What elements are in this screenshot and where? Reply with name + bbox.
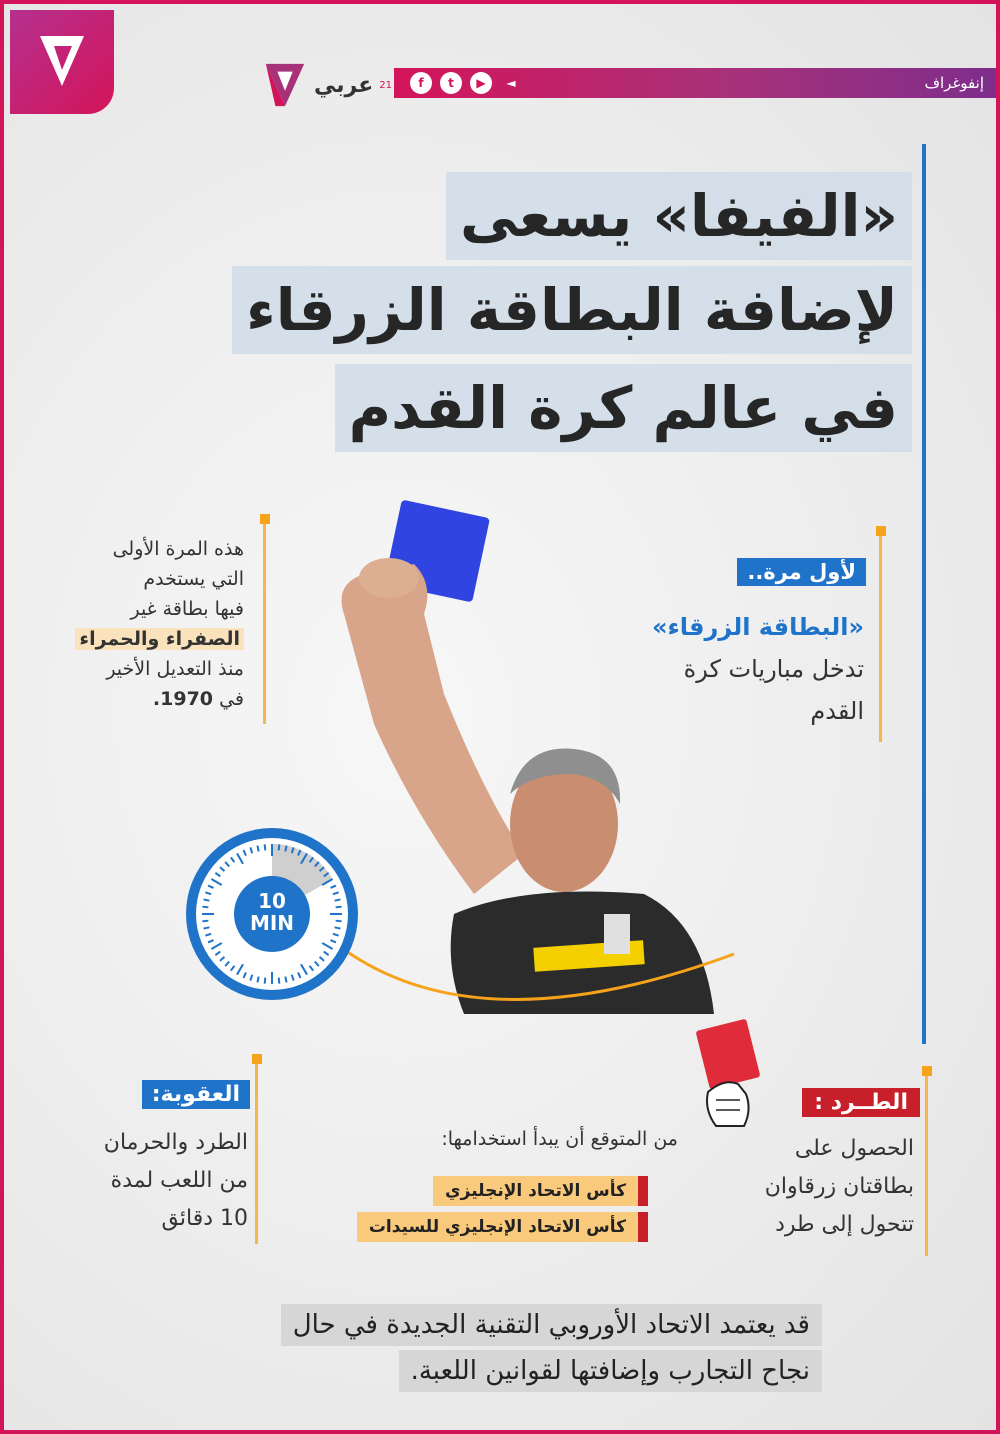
arabi21-logo-icon bbox=[32, 26, 92, 96]
timer-tick bbox=[336, 907, 342, 908]
timer-tick bbox=[204, 899, 210, 900]
social-icons bbox=[410, 72, 522, 94]
timer-tick bbox=[279, 978, 280, 984]
orange-marker bbox=[922, 1066, 932, 1076]
red-card-hand-icon bbox=[694, 1014, 774, 1144]
title-line-1: «الفيفا» يسعى bbox=[446, 172, 912, 260]
timer-tick bbox=[257, 846, 258, 852]
history-line-3: فيها بطاقة غير bbox=[130, 598, 244, 620]
timer-tick bbox=[204, 927, 210, 928]
top-bar bbox=[394, 68, 1000, 98]
sendoff-rule bbox=[925, 1076, 928, 1256]
orange-marker bbox=[876, 526, 886, 536]
timer-tick bbox=[335, 899, 341, 900]
brand bbox=[262, 48, 392, 122]
history-prefix: في bbox=[219, 688, 244, 710]
brand-logo-icon bbox=[262, 57, 308, 113]
sendoff-text bbox=[654, 1130, 914, 1244]
footer-line-2: نجاح التجارب وإضافتها لقوانين اللعبة. bbox=[399, 1350, 822, 1392]
history-text bbox=[4, 534, 244, 714]
orange-marker bbox=[260, 514, 270, 524]
cup-item-2: كأس الاتحاد الإنجليزي للسيدات bbox=[357, 1212, 648, 1242]
timer-tick bbox=[257, 977, 258, 983]
timer-number: 10 bbox=[258, 889, 286, 913]
sendoff-line-1: الحصول على bbox=[794, 1136, 914, 1161]
timer-tick bbox=[202, 907, 208, 908]
history-line-1: هذه المرة الأولى bbox=[112, 538, 244, 560]
title-rule bbox=[922, 144, 926, 1044]
orange-marker bbox=[252, 1054, 262, 1064]
title-line-2: لإضافة البطاقة الزرقاء bbox=[232, 266, 912, 354]
history-year: 1970. bbox=[152, 688, 214, 710]
cup-item-1: كأس الاتحاد الإنجليزي bbox=[433, 1176, 648, 1206]
penalty-line-2: من اللعب لمدة bbox=[110, 1168, 248, 1193]
corner-logo bbox=[10, 10, 114, 114]
penalty-text bbox=[28, 1124, 248, 1238]
timer-tick bbox=[335, 927, 341, 928]
timer-unit: MIN bbox=[249, 911, 295, 935]
brand-name: عربي bbox=[314, 72, 374, 98]
history-rule bbox=[263, 524, 266, 724]
timer-tick bbox=[285, 846, 286, 852]
facebook-icon[interactable]: f bbox=[410, 72, 432, 94]
footer-line-1: قد يعتمد الاتحاد الأوروبي التقنية الجديدة في حال bbox=[281, 1304, 822, 1346]
brand-sup: 21 bbox=[379, 79, 392, 91]
title-line-3: في عالم كرة القدم bbox=[335, 364, 912, 452]
orange-arc bbox=[304, 824, 744, 1044]
arabi21-icon[interactable]: ◄ bbox=[506, 76, 516, 90]
expected-heading: من المتوقع أن يبدأ استخدامها: bbox=[441, 1128, 678, 1150]
timer-tick bbox=[265, 844, 266, 850]
timer-tick bbox=[202, 921, 208, 922]
timer-tick bbox=[265, 978, 266, 984]
timer-tick bbox=[336, 921, 342, 922]
first-time-highlight: «البطاقة الزرقاء» bbox=[651, 613, 864, 641]
history-line-2: التي يستخدم bbox=[143, 568, 244, 590]
first-time-line-3: القدم bbox=[810, 697, 864, 725]
timer-tick bbox=[285, 977, 286, 983]
history-highlight: الصفراء والحمراء bbox=[75, 628, 244, 650]
youtube-icon[interactable]: ▶ bbox=[470, 72, 492, 94]
first-time-rule bbox=[879, 536, 882, 742]
first-time-tag: لأول مرة.. bbox=[737, 558, 866, 586]
sendoff-line-3: تتحول إلى طرد bbox=[775, 1212, 914, 1237]
first-time-text bbox=[584, 606, 864, 732]
section-label: إنفوغراف bbox=[924, 74, 984, 92]
penalty-line-3: 10 دقائق bbox=[161, 1206, 248, 1231]
penalty-rule bbox=[255, 1064, 258, 1244]
penalty-tag: العقوبة: bbox=[142, 1080, 250, 1109]
sendoff-tag: الطــرد : bbox=[802, 1088, 920, 1117]
timer-tick bbox=[279, 844, 280, 850]
history-line-5: منذ التعديل الأخير bbox=[106, 658, 244, 680]
first-time-line-2: تدخل مباريات كرة bbox=[683, 655, 864, 683]
sendoff-line-2: بطاقتان زرقاوان bbox=[764, 1174, 914, 1199]
timer-label bbox=[234, 890, 310, 934]
penalty-line-1: الطرد والحرمان bbox=[103, 1130, 248, 1155]
twitter-icon[interactable]: t bbox=[440, 72, 462, 94]
